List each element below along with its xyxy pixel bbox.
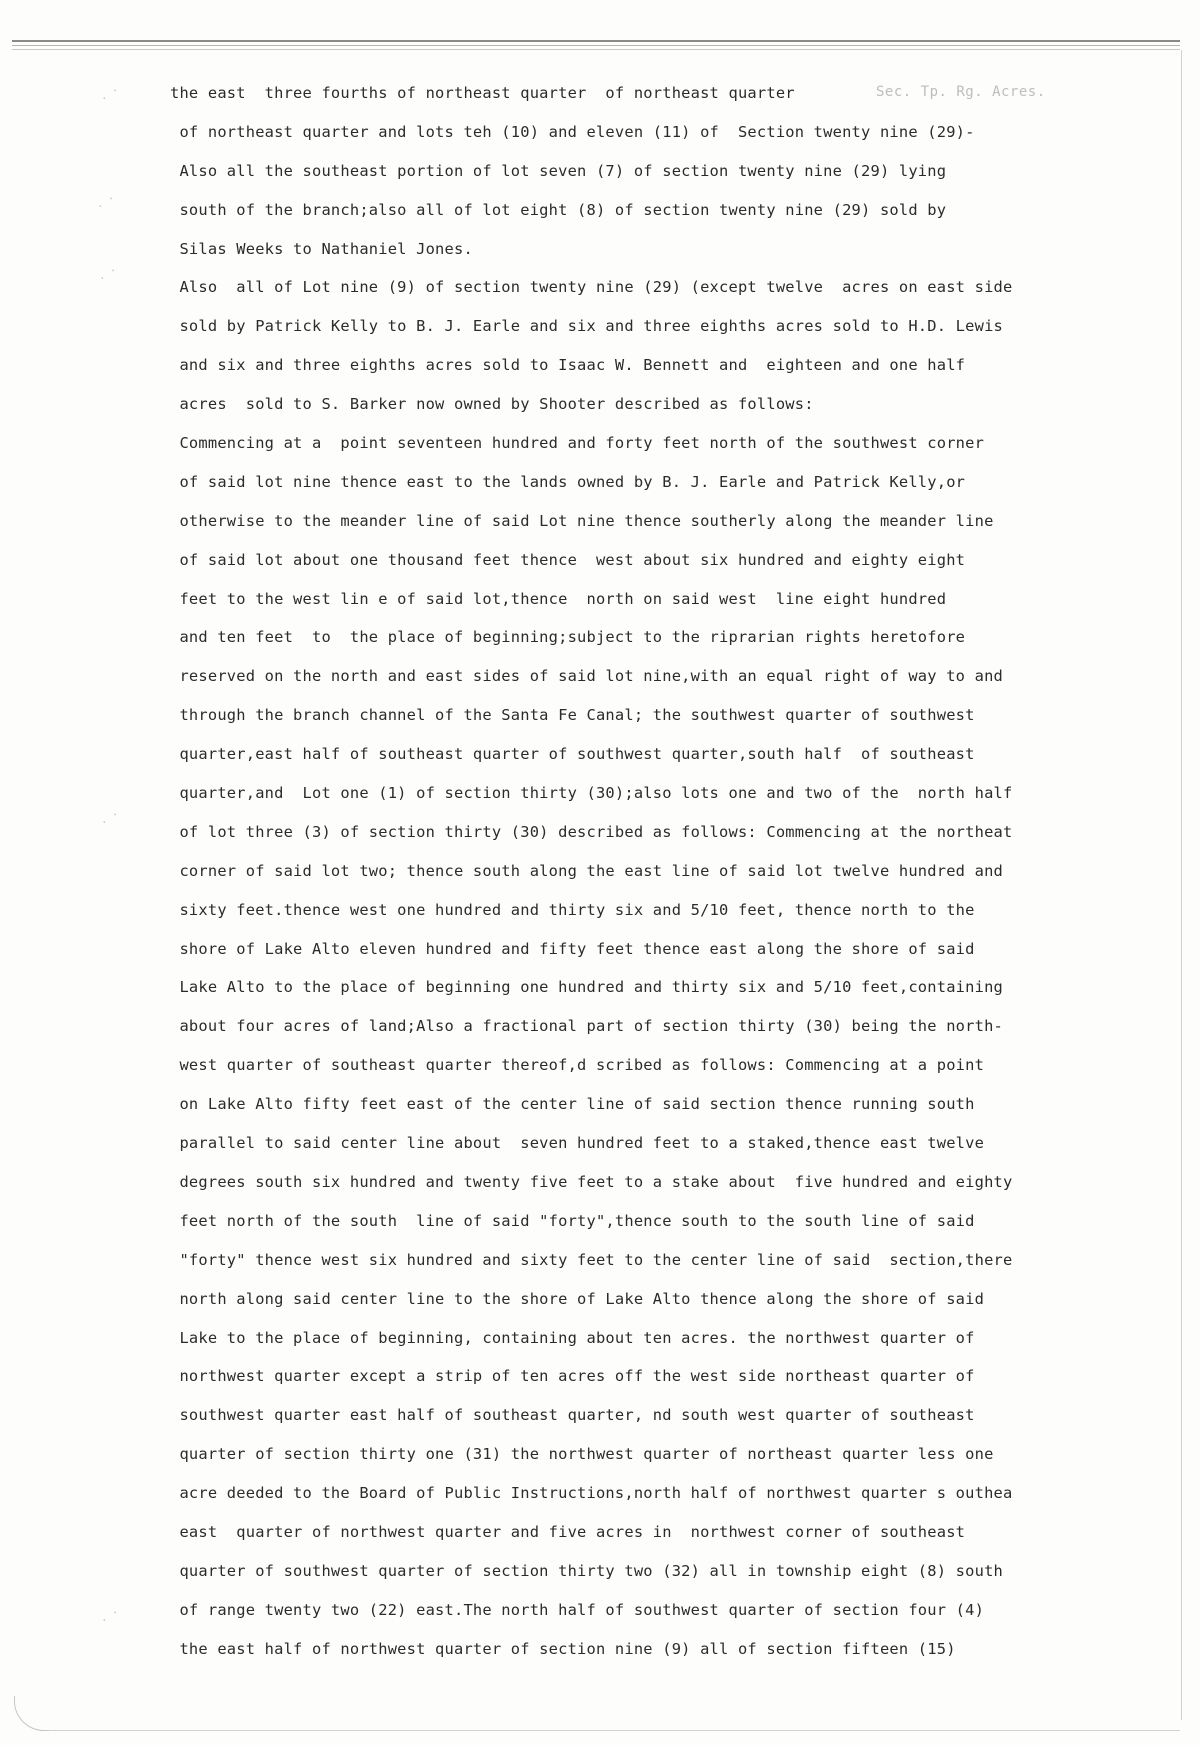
text-line: acres sold to S. Barker now owned by Shooter described as follows: xyxy=(170,395,814,414)
text-line: north along said center line to the shore of Lake Alto thence along the shore of said xyxy=(170,1289,985,1308)
text-line: Also all the southeast portion of lot seven (7) of section twenty nine (29) lying xyxy=(170,161,947,180)
text-line: and ten feet to the place of beginning;subject to the riprarian rights heretofore xyxy=(170,628,966,647)
typed-text-body xyxy=(170,74,1170,1669)
text-line: of lot three (3) of section thirty (30) described as follows: Commencing at the northeat xyxy=(170,822,1013,841)
text-line: about four acres of land;Also a fractional part of section thirty (30) being the north- xyxy=(170,1017,1004,1036)
text-line: south of the branch;also all of lot eight (8) of section twenty nine (29) sold by xyxy=(170,200,947,219)
text-line: quarter of southwest quarter of section thirty two (32) all in township eight (8) south xyxy=(170,1561,1004,1580)
faint-margin-mark: · · xyxy=(98,807,122,830)
text-line: shore of Lake Alto eleven hundred and fifty feet thence east along the shore of said xyxy=(170,939,975,958)
text-line: Commencing at a point seventeen hundred and forty feet north of the southwest corner xyxy=(170,434,985,453)
text-line: quarter,east half of southeast quarter of southwest quarter,south half of southeast xyxy=(170,745,975,764)
text-line: corner of said lot two; thence south along the east line of said lot twelve hundred and xyxy=(170,861,1004,880)
text-line: the east half of northwest quarter of section nine (9) all of section fifteen (15) xyxy=(170,1639,956,1658)
text-line: west quarter of southeast quarter thereof,d scribed as follows: Commencing at a point xyxy=(170,1056,985,1075)
text-line: "forty" thence west six hundred and sixty feet to the center line of said section,there xyxy=(170,1250,1013,1269)
top-rule xyxy=(12,40,1180,46)
text-line: of range twenty two (22) east.The north half of southwest quarter of section four (4) xyxy=(170,1600,985,1619)
right-border-line xyxy=(1181,50,1182,1720)
text-line: of said lot nine thence east to the lands owned by B. J. Earle and Patrick Kelly,or xyxy=(170,472,966,491)
text-line: northwest quarter except a strip of ten acres off the west side northeast quarter of xyxy=(170,1367,975,1386)
text-line: feet north of the south line of said "forty",thence south to the south line of said xyxy=(170,1211,975,1230)
text-line: Lake to the place of beginning, containing about ten acres. the northwest quarter of xyxy=(170,1328,975,1347)
text-line: otherwise to the meander line of said Lot nine thence southerly along the meander line xyxy=(170,511,994,530)
text-line: degrees south six hundred and twenty five feet to a stake about five hundred and eighty xyxy=(170,1172,1013,1191)
text-line: sold by Patrick Kelly to B. J. Earle and six and three eighths acres sold to H.D. Lewis xyxy=(170,317,1004,336)
text-line: acre deeded to the Board of Public Instructions,north half of northwest quarter s outhea xyxy=(170,1484,1013,1503)
text-line: southwest quarter east half of southeast quarter, nd south west quarter of southeast xyxy=(170,1406,975,1425)
text-line: parallel to said center line about seven hundred feet to a staked,thence east twelve xyxy=(170,1134,985,1153)
text-line: of northeast quarter and lots teh (10) and eleven (11) of Section twenty nine (29)- xyxy=(170,122,975,141)
text-line: east quarter of northwest quarter and five acres in northwest corner of southeast xyxy=(170,1522,966,1541)
column-header-note: Sec. Tp. Rg. Acres. xyxy=(876,84,1046,100)
faint-margin-mark: · · xyxy=(96,263,120,286)
text-line: quarter,and Lot one (1) of section thirty (30);also lots one and two of the north half xyxy=(170,784,1013,803)
bottom-left-corner-curve xyxy=(14,1696,49,1731)
bottom-border-line xyxy=(40,1730,1180,1731)
text-line: quarter of section thirty one (31) the northwest quarter of northeast quarter less one xyxy=(170,1445,994,1464)
text-line: the east three fourths of northeast quarter of northeast quarter xyxy=(170,84,795,102)
text-line: feet to the west lin e of said lot,thence north on said west line eight hundred xyxy=(170,589,947,608)
text-line: Also all of Lot nine (9) of section twenty nine (29) (except twelve acres on east side xyxy=(170,278,1013,297)
faint-margin-mark: · · xyxy=(98,83,122,106)
text-line: reserved on the north and east sides of said lot nine,with an equal right of way to and xyxy=(170,667,1004,686)
faint-margin-mark: · · xyxy=(98,1605,122,1628)
text-line: sixty feet.thence west one hundred and thirty six and 5/10 feet, thence north to the xyxy=(170,900,975,919)
top-rule-secondary xyxy=(12,49,1180,50)
faint-margin-mark: · · xyxy=(94,191,118,214)
text-line: through the branch channel of the Santa Fe Canal; the southwest quarter of southwest xyxy=(170,706,975,725)
text-line: Lake Alto to the place of beginning one hundred and thirty six and 5/10 feet,containing xyxy=(170,978,1004,997)
text-line: and six and three eighths acres sold to Isaac W. Bennett and eighteen and one half xyxy=(170,356,966,375)
text-line: of said lot about one thousand feet thence west about six hundred and eighty eight xyxy=(170,550,966,569)
text-line: on Lake Alto fifty feet east of the center line of said section thence running south xyxy=(170,1095,975,1114)
text-line: Silas Weeks to Nathaniel Jones. xyxy=(170,239,473,258)
